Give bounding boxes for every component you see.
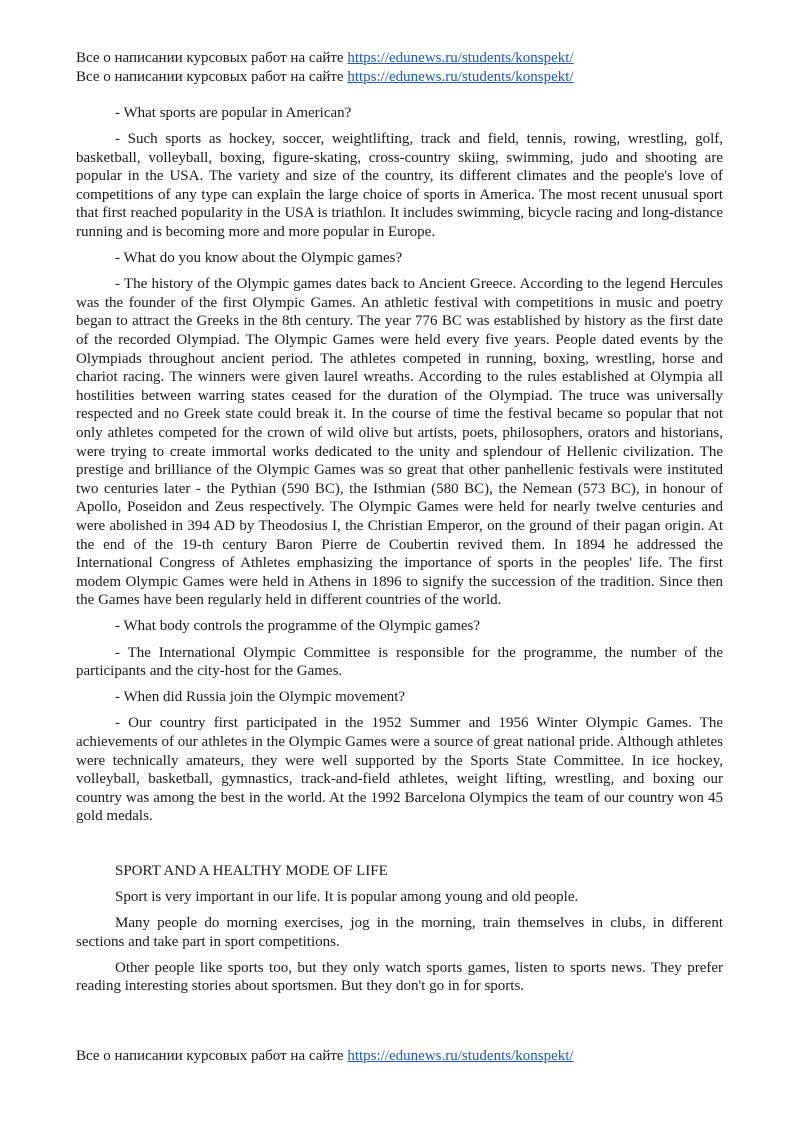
question-paragraph: - What sports are popular in American? — [115, 105, 352, 121]
section-paragraph: Sport is very important in our life. It is popular among young and old people. — [115, 888, 579, 905]
section-paragraph: Other people like sports too, but they only watch sports games, listen to sports news. They prefer reading interesting stories about sportsmen. But they don't go in for sports. — [76, 959, 723, 995]
question-paragraph: - What body controls the programme of the Olympic games? — [115, 618, 481, 635]
answer-paragraph: - The International Olympic Committee is responsible for the programme, the number of the participants and the city-host for the Games. — [76, 644, 723, 680]
header-line-2 — [76, 68, 574, 87]
footer-link[interactable]: https://edunews.ru/students/konspekt/ — [347, 1048, 574, 1064]
question-paragraph: - When did Russia join the Olympic movement? — [115, 689, 406, 706]
answer-paragraph: - Our country first participated in the 1952 Summer and 1956 Winter Olympic Games. The achievements of our athletes in the Olympic Games were a source of great national pride. Although athletes were technically amateurs, they were well supported by the Sports State Committee. In ice hockey, volleyball, basketball, gymnastics, track-and-field athletes, weight lifting, wrestling, and boxing our country was among the best in the world. At the 1992 Barcelona Olympics the team of our country won 45 gold medals. — [76, 715, 723, 825]
page-footer — [76, 1047, 574, 1066]
header-line-1 — [76, 49, 574, 68]
header-link[interactable]: https://edunews.ru/students/konspekt/ — [347, 68, 574, 85]
header-link[interactable]: https://edunews.ru/students/konspekt/ — [347, 50, 574, 66]
question-paragraph: - What do you know about the Olympic games? — [115, 250, 403, 267]
section-paragraph: Many people do morning exercises, jog in the morning, train themselves in clubs, in different sections and take part in sport competitions. — [76, 915, 723, 950]
answer-paragraph: - The history of the Olympic games dates back to Ancient Greece. According to the legend Hercules was the founder of the first Olympic Games. An athletic festival with competitions in music and poetry began to attract the Greeks in the 8th century. The year 776 BC was established by history as the first date of the recorded Olympiad. The Olympic Games were held every five years. People dated events by the Olympiads throughout ancient period. The athletes competed in running, boxing, wrestling, horse and chariot racing. The winners were given laurel wreaths. According to the rules established at Olympia all hostilities between warring states ceased for the duration of the Olympiad. The truce was universally respected and no Greek state could break it. In the course of time the festival became so popular that not only athletes competed for the crown of wild olive but artists, poets, philosophers, orators and historians, were trying to create immortal works dedicated to the unity and splendour of Hellenic civilization. The prestige and brilliance of the Olympic Games was so great that other panhellenic festivals were instituted two centuries later - the Pythian (590 BC), the Isthmian (580 BC), the Nemean (573 BC), in honour of Apollo, Poseidon and Zeus respectively. The Olympic Games were held for nearly twelve centuries and were abolished in 394 AD by Theodosius I, the Christian Emperor, on the ground of their pagan origin. At the end of the 19-th century Baron Pierre de Coubertin revived them. In 1894 he addressed the International Congress of Athletes emphasizing the importance of sports in the peoples' life. The first modem Olympic Games were held in Athens in 1896 to signify the succession of the tradition. Since then the Games have been regularly held in different countries of the world. — [76, 276, 723, 609]
page-header — [76, 49, 574, 86]
answer-paragraph: - Such sports as hockey, soccer, weightlifting, track and field, tennis, rowing, wrestling, golf, basketball, volleyball, boxing, figure-skating, cross-country skiing, swimming, judo and shooting are popular in the USA. The variety and size of the country, its different climates and the people's love of competitions of any type can explain the large choice of sports in America. The most recent unusual sport that first reached popularity in the USA is triathlon. It includes swimming, bicycle racing and long-distance running and is becoming more and more popular in Europe. — [76, 131, 723, 241]
footer-text: Все о написании курсовых работ на сайте — [76, 1048, 348, 1064]
header-text: Все о написании курсовых работ на сайте — [76, 50, 348, 66]
header-text: Все о написании курсовых работ на сайте — [76, 68, 348, 85]
document-body — [76, 104, 723, 1003]
section-heading: SPORT AND A HEALTHY MODE OF LIFE — [115, 862, 388, 879]
